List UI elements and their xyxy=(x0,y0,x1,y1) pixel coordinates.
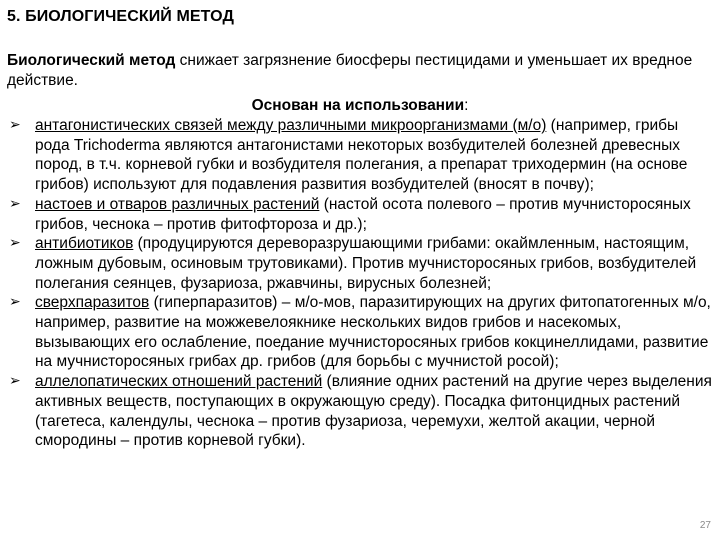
list-item xyxy=(0,116,712,195)
list-item-term: антагонистических связей между различными микроорганизмами (м/о) xyxy=(35,117,547,134)
method-list xyxy=(0,116,712,451)
list-item-text: (например, грибы рода Trichoderma являются антагонистами некоторых возбудителей болезней древесных пород, в т.ч. корневой губки и возбудителя полегания, а препарат триходермин (на основе грибов) используют для подавления развития возбудителей (вносят в почву); xyxy=(35,117,688,194)
list-item-text: (настой осота полевого – против мучнисторосяных грибов, чеснока – против фитофтороза и др.); xyxy=(35,195,691,233)
list-item xyxy=(0,372,712,451)
list-item-text: (влияние одних растений на другие через выделения активных веществ, поступающих в окружающую среду). Посадка фитонцидных растений (тагетеса, календулы, чеснока – против фузариоза, черемухи, желтой акации, черной смородины – против корневой губки). xyxy=(35,373,712,450)
arrowhead-bullet-icon: ➢ xyxy=(9,195,21,212)
arrowhead-bullet-icon: ➢ xyxy=(9,235,21,252)
subheading-bold: Основан на использовании xyxy=(251,97,465,114)
list-item-term: аллелопатических отношений растений xyxy=(35,373,323,391)
arrowhead-bullet-icon: ➢ xyxy=(9,117,21,133)
slide-title: 5. БИОЛОГИЧЕСКИЙ МЕТОД xyxy=(7,8,234,25)
list-item-text: (гиперпаразитов) – м/о-мов, паразитирующих на других фитопатогенных м/о, например, развитие на можжевелоякнике нескольких видов грибов и насекомых, вызывающих его ослабление, поедание мучнисторосяных грибов кокцинеллидами, развитие на мучнисторосяных грибах др. грибов (для борьбы с мучнистой росой); xyxy=(35,294,711,371)
subheading-colon: : xyxy=(464,97,469,114)
subheading xyxy=(0,96,720,116)
intro-lead: Биологический метод xyxy=(7,52,176,69)
page-number: 27 xyxy=(699,520,711,531)
intro-text: снижает загрязнение биосферы пестицидами и уменьшает их вредное действие. xyxy=(7,52,693,89)
list-item xyxy=(0,293,712,372)
list-item xyxy=(0,234,712,293)
intro-paragraph xyxy=(7,51,713,90)
list-item-term: настоев и отваров различных растений xyxy=(35,195,320,213)
list-item xyxy=(0,195,712,234)
arrowhead-bullet-icon: ➢ xyxy=(9,294,21,311)
list-item-term: сверхпаразитов xyxy=(35,294,150,312)
list-item-text: (продуцируются дереворазрушающими грибами: окаймленным, настоящим, ложным дубовым, осиновым трутовиками). Против мучнисторосяных грибов, возбудителей полегания сеянцев, фузариоза, ржавчины, вирусных болезней; xyxy=(35,235,697,292)
list-item-term: антибиотиков xyxy=(35,235,134,253)
arrowhead-bullet-icon: ➢ xyxy=(9,373,21,390)
